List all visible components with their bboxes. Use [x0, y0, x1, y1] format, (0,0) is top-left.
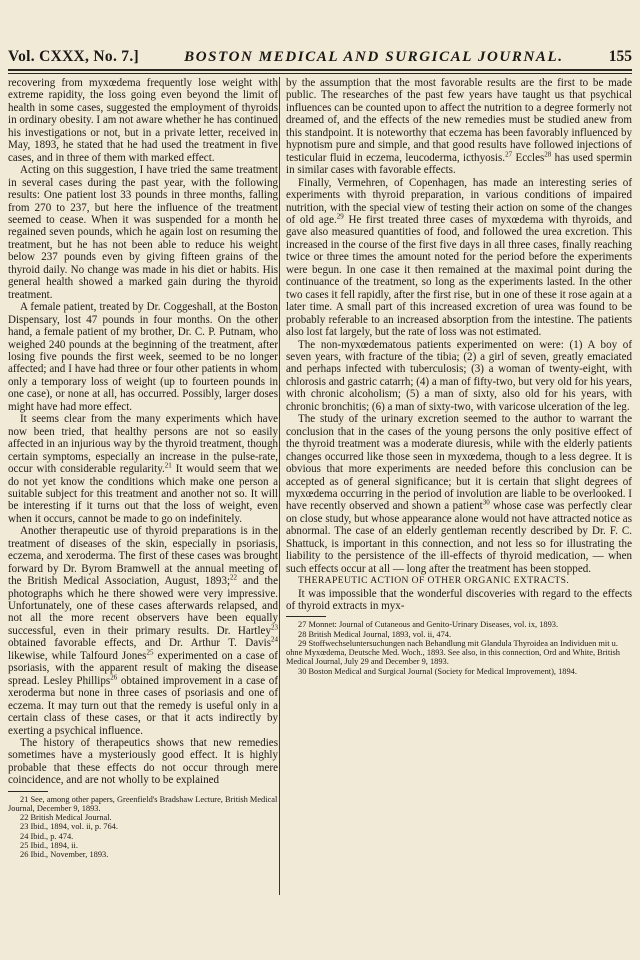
footnote-ref: 30 — [482, 498, 490, 507]
text-run: Eccles — [512, 151, 545, 164]
journal-title: BOSTON MEDICAL AND SURGICAL JOURNAL. — [184, 49, 564, 65]
footnote-ref: 21 — [164, 461, 172, 470]
text-run: The study of the urinary excretion seemed to the author to warrant the conclusion that in the cases of the young persons the only positive effect of the thyroid treatment was a moderate diuresis, while with the elderly patients changes occurred like those seen in myxœdema, though to a less degree. It is obvious that more experiments are needed before this conclusion can be accepted as of general significance; but it is certain that slight degrees of myxœdema occurring in the period of involution are liable to be overlooked. I have recently observed and shown a patient — [286, 413, 632, 513]
footnote: 22 British Medical Journal. — [20, 813, 112, 823]
paragraph: The non-myxœdematous patients experimented on were: (1) A boy of seven years, with fracture of the tibia; (2) a girl of seven, greatly emaciated and perhaps infected with tuberculosis; (3) a woman of twenty-eight, with chlorosis and gastric catarrh; (4) a man of fifty-two, but very old for his years, with chronic alcoholism; (5) a man of sixty, also old for his years, with chronic bronchitis; (6) a man of sixty-two, with varicose ulceration of the leg. — [286, 338, 632, 413]
paragraph — [286, 177, 632, 339]
footnote-rule — [8, 791, 48, 792]
footnote-ref: 25 — [146, 648, 154, 657]
text-run: obtained favorable effects, and Dr. Arthur T. Davis — [8, 637, 271, 650]
footnote: 21 See, among other papers, Greenfield's Bradshaw Lecture, British Medical Journal, December 9, 1893. — [8, 794, 278, 814]
right-column — [286, 77, 632, 676]
paragraph — [8, 413, 278, 525]
footnote-ref: 27 — [505, 150, 513, 159]
header-rule-thin — [8, 73, 632, 74]
footnote-rule — [286, 616, 326, 617]
footnote: 28 British Medical Journal, 1893, vol. ii, 474. — [298, 629, 452, 639]
running-header — [8, 44, 632, 66]
footnote: 25 Ibid., 1894, ii. — [20, 840, 78, 850]
section-heading: THERAPEUTIC ACTION OF OTHER ORGANIC EXTRACTS. — [298, 575, 570, 587]
paragraph: It was impossible that the wonderful discoveries with regard to the effects of thyroid extracts in myx- — [286, 587, 632, 613]
text-run: likewise, while Talfourd Jones — [8, 649, 147, 662]
paragraph — [8, 525, 278, 737]
footnote: 29 Stoffwechseluntersuchungen nach Behandlung mit Glandula Thyroidea an Individuen mit u. ohne Myxœdema, Deutsche Med. Woch., 1893. See also, in this connection, Ord and White, British Medical Journal, July 29 and December 9, 1893. — [286, 638, 620, 667]
footnote: 27 Monnet: Journal of Cutaneous and Genito-Urinary Diseases, vol. ix, 1893. — [298, 620, 559, 630]
paragraph — [286, 77, 632, 177]
footnote-ref: 26 — [110, 673, 118, 682]
footnote-ref: 22 — [230, 573, 238, 582]
paragraph — [286, 413, 632, 575]
text-run: experimented on a case of psoriasis, with the apparent result of making the disease spread. Lesley Phillips — [8, 649, 278, 687]
text-run: and the photographs which he there showed were very impressive. Unfortunately, one of these cases afterwards relapsed, and not all the more recent observers have been equally successful, even in their primary results. Dr. Hartley — [8, 575, 278, 637]
left-column — [8, 77, 278, 859]
paragraph: Acting on this suggestion, I have tried the same treatment in several cases during the past year, with the following results: One patient lost 33 pounds in three months, falling from 270 to 237, but here the influence of the treatment seemed to cease. When it was suspended for a month he regained seven pounds, which he again lost on resuming the treatment, but he has not been able to reduce his weight below 237 pounds even by giving fifteen grains of the thyroid daily. No change was made in his diet or habits. His general health showed a marked gain during the thyroid treatment. — [8, 164, 278, 301]
footnote-ref: 23 — [271, 623, 278, 632]
footnote-ref: 29 — [336, 212, 344, 221]
footnote-ref: 24 — [271, 635, 278, 644]
paragraph: The history of therapeutics shows that new remedies sometimes have a mysteriously good effect. It is highly probable that these effects do not occur through mere coincidence, and are not wholly to be explained — [8, 737, 278, 787]
text-run: has used spermin in similar cases with favorable effects. — [286, 151, 632, 177]
text-run: whose case was perfectly clear on close study, but whose appearance alone would not have attracted notice as abnormal. The case of an elderly gentleman recently described by Dr. F. C. Shattuck, is important in this connection, and not less so for illustrating the liability to the persistence of the ill-effects of thyroid medication, — when such effects occur at all — long after the treatment has been stopped. — [286, 500, 632, 575]
footnote: 30 Boston Medical and Surgical Journal (Society for Medical Improvement), 1894. — [298, 666, 577, 676]
paragraph: recovering from myxœdema frequently lose weight with extreme rapidity, the loss going even beyond the limit of health in some cases, suggested the employment of thyroids in ordinary obesity. I am not aware whether he has continued his investigations or not, but in a private letter, received in May, 1893, he stated that he had used the treatment in five cases, and in three of them with marked effect. — [8, 77, 278, 164]
footnote: 24 Ibid., p. 474. — [20, 831, 74, 841]
page-number: 155 — [608, 48, 632, 65]
column-divider — [279, 77, 280, 895]
paragraph: A female patient, treated by Dr. Coggeshall, at the Boston Dispensary, lost 47 pounds in four months. On the other hand, a female patient of my brother, Dr. C. P. Putnam, who weighed 240 pounds at the beginning of the treatment, after losing five pounds the first week, seemed to be no longer affected; and I have had three or four other patients in whom only a temporary loss of weight (up to fourteen pounds in one case), or none at all, has occurred. Possibly, larger doses might have had more effect. — [8, 301, 278, 413]
text-run: obtained improvement in a case of xeroderma but none in three cases of psoriasis and one of eczema. It may turn out that the remedy is useful only in a certain class of these cases, or that it acts indirectly by exerting a psychical influence. — [8, 674, 278, 737]
footnote-ref: 28 — [544, 150, 552, 159]
text-run: Finally, Vermehren, of Copenhagen, has made an interesting series of experiments with thyroid preparation, in various conditions of impaired nutrition, with the special view of testing their action on some of the changes of old age. — [286, 176, 632, 226]
footnote: 23 Ibid., 1894, vol. ii, p. 764. — [20, 822, 118, 832]
text-run: by the assumption that the most favorable results are the first to be made public. The researches of the past few years have taught us that psychical influences can be counted upon to affect the nutrition to a degree formerly not dreamed of, and the effects of the new remedies must be studied anew from this standpoint. It is noteworthy that eczema has been favorably influenced by hypnotism pure and simple, and that good results have followed injections of testicular fluid in eczema, leucoderma, icthyosis. — [286, 77, 632, 164]
text-run: Another therapeutic use of thyroid preparations is in the treatment of diseases of the skin, especially in psoriasis, eczema, and xeroderma. The first of these cases was brought forward by Dr. Byrom Bramwell at the annual meeting of the British Medical Association, August, 1893; — [8, 525, 278, 588]
text-run: It seems clear from the many experiments which have now been tried, that healthy persons are not so easily affected in an injurious way by the thyroid treatment, though certain symptoms, especially an increase in the pulse-rate, occur with considerable regularity. — [8, 413, 278, 476]
text-run: He first treated three cases of myxœdema with thyroids, and gave also measured quantities of food, and followed the urea excretion. This increased in the course of the first five days in all three cases, finally reaching twice or three times the amount noted for the period before the experiments were begun. In one case it then remained at the maximal point during the continuance of the treatment, so long as the experiments lasted. In the other two cases it fell rapidly, after the first rise, but in one of these it rose again at a later time. A small part of this increased excretion of urea was found to be probably referable to an increased absorption from the intestine. The patients also lost fat largely, but the rate of loss was not estimated. — [286, 213, 633, 339]
header-rule — [8, 69, 632, 71]
volume-label: Vol. CXXX, No. 7.] — [8, 48, 139, 65]
footnote: 26 Ibid., November, 1893. — [20, 850, 109, 860]
text-run: It would seem that we do not yet know the conditions which make one person a suitable subject for this treatment and another not so. It will be interesting if it turns out that the loss of weight, even when it occurs, cannot be made to go on indefinitely. — [8, 463, 278, 525]
